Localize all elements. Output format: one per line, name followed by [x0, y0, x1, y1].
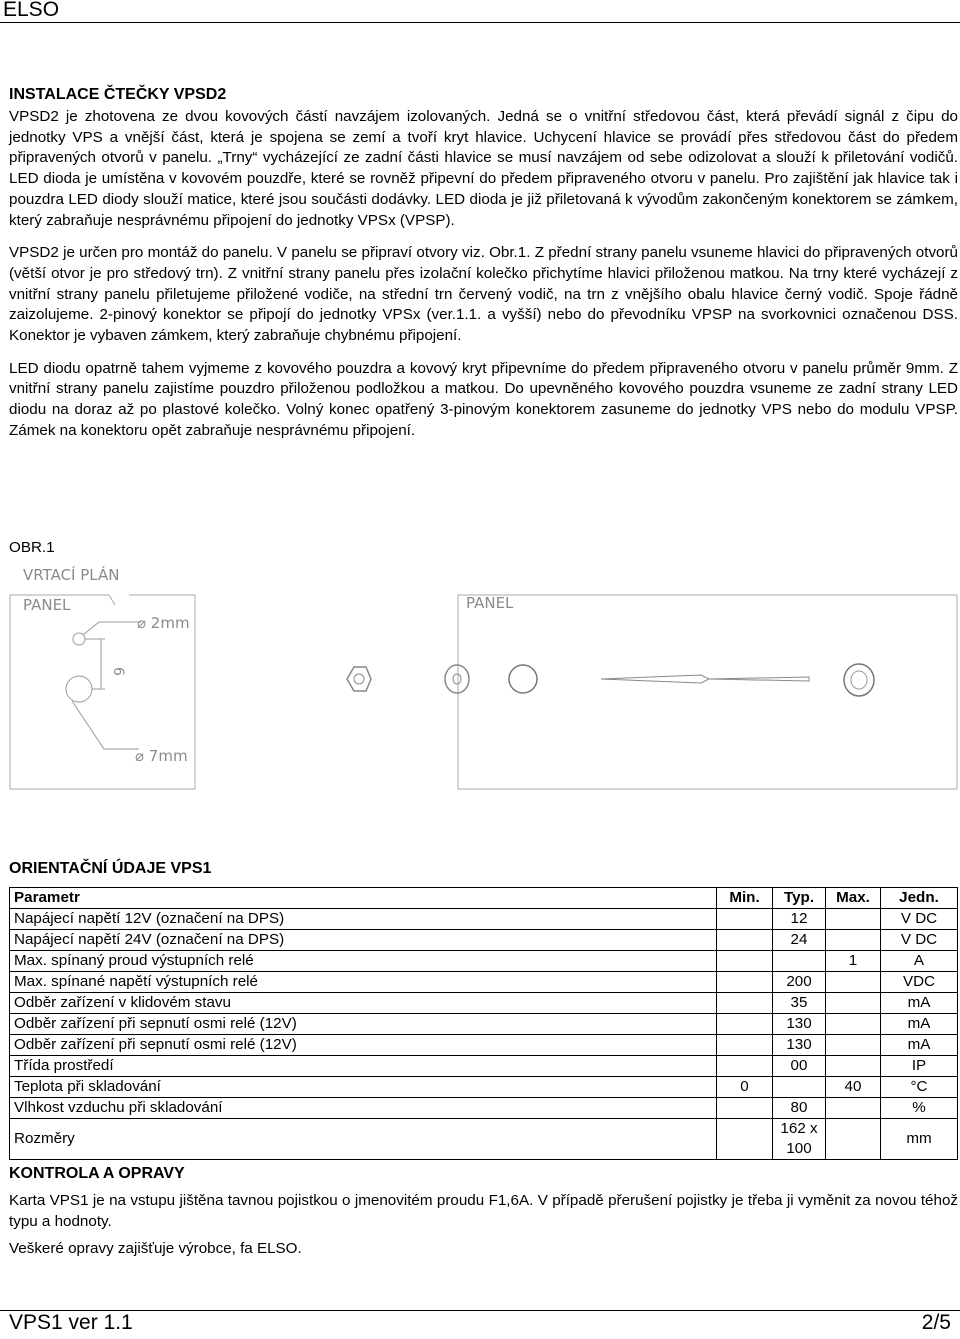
cell-max [826, 1098, 881, 1119]
cell-min [717, 909, 773, 930]
washer-drawing [445, 665, 469, 693]
footer-page-number: 2/5 [921, 1311, 951, 1334]
large-hole-leader [72, 701, 139, 749]
cell-max [826, 930, 881, 951]
cell-parameter: Odběr zařízení při sepnutí osmi relé (12V) [10, 1014, 717, 1035]
right-panel-label: PANEL [466, 594, 514, 612]
cell-parameter: Rozměry [10, 1119, 717, 1160]
installation-section [9, 84, 958, 442]
col-header-unit: Jedn. [881, 888, 958, 909]
cell-unit: mm [881, 1119, 958, 1160]
page-header [0, 0, 960, 22]
table-row [10, 993, 958, 1014]
footer-rule [0, 1310, 960, 1311]
installation-paragraph-2: VPSD2 je určen pro montáž do panelu. V panelu se připraví otvory viz. Obr.1. Z přední strany panelu vsuneme hlavici do připravených otvorů (větší otvor je pro středový trn). Z vnitřní strany panelu přes izolační kolečko přichytíme hlavici přiloženou matkou. Na trny které vycházejí z vnitřní strany panelu přiletujeme přiložené vodiče, na střední trn červený vodič, na trn z vnějšího obalu hlavice černý vodič. Spoje řádně zaizolujeme. 2-pinový konektor se připojí do jednotky VPSx (ver.1.1. a vyšší) nebo do převodníku VPSP na svorkovnici označenou DSS. Konektor je vybaven zámkem, který zabraňuje chybnému připojení. [9, 244, 958, 345]
cell-max [826, 1056, 881, 1077]
right-panel-outline [458, 595, 957, 789]
cell-typ: 162 x 100 [773, 1119, 826, 1160]
cell-parameter: Odběr zařízení v klidovém stavu [10, 993, 717, 1014]
large-hole [66, 676, 92, 702]
service-section [9, 1163, 958, 1260]
plan-title: VRTACÍ PLÁN [23, 566, 120, 584]
cell-max [826, 972, 881, 993]
cell-parameter: Vlhkost vzduchu při skladování [10, 1098, 717, 1119]
col-header-typ: Typ. [773, 888, 826, 909]
cell-min [717, 951, 773, 972]
service-paragraph-2: Veškeré opravy zajišťuje výrobce, fa ELSO. [9, 1240, 302, 1258]
cell-parameter: Napájecí napětí 24V (označení na DPS) [10, 930, 717, 951]
table-row [10, 909, 958, 930]
table-row [10, 1014, 958, 1035]
cell-min [717, 972, 773, 993]
cell-parameter: Napájecí napětí 12V (označení na DPS) [10, 909, 717, 930]
small-hole-leader [83, 622, 141, 635]
cell-unit: VDC [881, 972, 958, 993]
large-hole-dimension: ⌀ 7mm [135, 747, 188, 765]
cell-unit: V DC [881, 909, 958, 930]
distance-dimension: 6 [110, 667, 126, 676]
col-header-min: Min. [717, 888, 773, 909]
table-row [10, 972, 958, 993]
cell-unit: °C [881, 1077, 958, 1098]
table-row [10, 930, 958, 951]
nut-hole [354, 674, 364, 684]
installation-paragraph-3: LED diodu opatrně tahem vyjmeme z kovového pouzdra a kovový kryt připevníme do předem připraveného otvoru v panelu průměr 9mm. Z vnitřní strany panelu zajistíme pouzdro přiloženou podložkou a matkou. Do upevněného kovového pouzdra vsuneme ze zadní strany LED diodu na doraz až po plastové kolečko. Volný konec opatřený 3-pinovým konektorem zasuneme do jednotky VPS nebo do modulu VPSP. Zámek na konektoru opět zabraňuje nesprávnému připojení. [9, 359, 958, 439]
col-header-max: Max. [826, 888, 881, 909]
col-header-parameter: Parametr [10, 888, 717, 909]
cell-typ: 200 [773, 972, 826, 993]
table-row [10, 1098, 958, 1119]
cell-min [717, 930, 773, 951]
installation-paragraph-1: VPSD2 je zhotovena ze dvou kovových částí navzájem izolovaných. Jedná se o vnitřní středovou část, která převádí signál z čipu do jednotky VPS a vnější část, která je spojena se zemí a tvoří kryt hlavice. Uchycení hlavice se provádí přes středovou část do předem připravených otvorů v panelu. „Trny“ vycházející ze zadní části hlavice se musí navzájem od sebe odizolovat a slouží k přiletování vodičů. LED dioda je umístěna v kovovém pouzdře, které se rovněž připevní do předem připraveného otvoru v panelu. Pro zajištění jak hlavice tak i pouzdra LED diody slouží matice, které jsou součásti dodávky. LED dioda je již přiletovaná k vývodům zakončeným konektorem se zámkem, který zabraňuje nesprávnému připojení do jednotky VPSx (VPSP). [9, 108, 958, 229]
header-title: ELSO [3, 0, 60, 21]
cell-max [826, 993, 881, 1014]
cell-min [717, 993, 773, 1014]
parameters-section [9, 858, 958, 1160]
reader-collar [509, 665, 537, 693]
cell-typ: 35 [773, 993, 826, 1014]
figure-label: OBR.1 [9, 539, 55, 556]
pin-tail [709, 677, 809, 681]
cell-typ [773, 1077, 826, 1098]
cell-parameter: Teplota při skladování [10, 1077, 717, 1098]
header-rule [0, 22, 960, 23]
nut-drawing [347, 667, 371, 691]
cell-min: 0 [717, 1077, 773, 1098]
table-row [10, 951, 958, 972]
small-hole-dimension: ⌀ 2mm [137, 614, 190, 632]
parameters-table [9, 887, 958, 1160]
cell-unit: IP [881, 1056, 958, 1077]
cell-typ: 130 [773, 1035, 826, 1056]
cell-typ: 24 [773, 930, 826, 951]
cell-typ: 130 [773, 1014, 826, 1035]
cell-max [826, 1014, 881, 1035]
cell-max: 40 [826, 1077, 881, 1098]
table-row [10, 1119, 958, 1160]
table-header-row [10, 888, 958, 909]
footer-version: VPS1 ver 1.1 [9, 1311, 133, 1334]
table-row [10, 1035, 958, 1056]
cell-typ: 00 [773, 1056, 826, 1077]
pin-drawing [601, 675, 709, 683]
table-row [10, 1077, 958, 1098]
cell-max: 1 [826, 951, 881, 972]
cell-min [717, 1098, 773, 1119]
cell-max [826, 1119, 881, 1160]
cell-unit: A [881, 951, 958, 972]
cell-typ: 80 [773, 1098, 826, 1119]
parameters-heading: ORIENTAČNÍ ÚDAJE VPS1 [9, 860, 212, 877]
cell-unit: mA [881, 1035, 958, 1056]
installation-heading: INSTALACE ČTEČKY VPSD2 [9, 86, 227, 103]
cell-parameter: Odběr zařízení při sepnutí osmi relé (12V) [10, 1035, 717, 1056]
cell-unit: mA [881, 993, 958, 1014]
reader-head-inner [851, 671, 867, 689]
cell-parameter: Max. spínaný proud výstupních relé [10, 951, 717, 972]
cell-min [717, 1119, 773, 1160]
cell-min [717, 1014, 773, 1035]
cell-max [826, 1035, 881, 1056]
cell-parameter: Třída prostředí [10, 1056, 717, 1077]
figure-1 [9, 539, 958, 799]
cell-max [826, 909, 881, 930]
cell-unit: V DC [881, 930, 958, 951]
cell-parameter: Max. spínané napětí výstupních relé [10, 972, 717, 993]
cell-min [717, 1056, 773, 1077]
cell-typ [773, 951, 826, 972]
left-panel-label: PANEL [23, 596, 71, 614]
washer-hole [453, 674, 461, 684]
cell-min [717, 1035, 773, 1056]
reader-head-drawing [844, 664, 874, 696]
table-row [10, 1056, 958, 1077]
drilling-plan-drawing [9, 539, 958, 799]
cell-unit: % [881, 1098, 958, 1119]
cell-unit: mA [881, 1014, 958, 1035]
service-paragraph-1: Karta VPS1 je na vstupu jištěna tavnou pojistkou o jmenovitém proudu F1,6A. V případě přerušení pojistky je třeba ji vyměnit za novou téhož typu a hodnoty. [9, 1192, 958, 1230]
service-heading: KONTROLA A OPRAVY [9, 1165, 185, 1182]
cell-typ: 12 [773, 909, 826, 930]
